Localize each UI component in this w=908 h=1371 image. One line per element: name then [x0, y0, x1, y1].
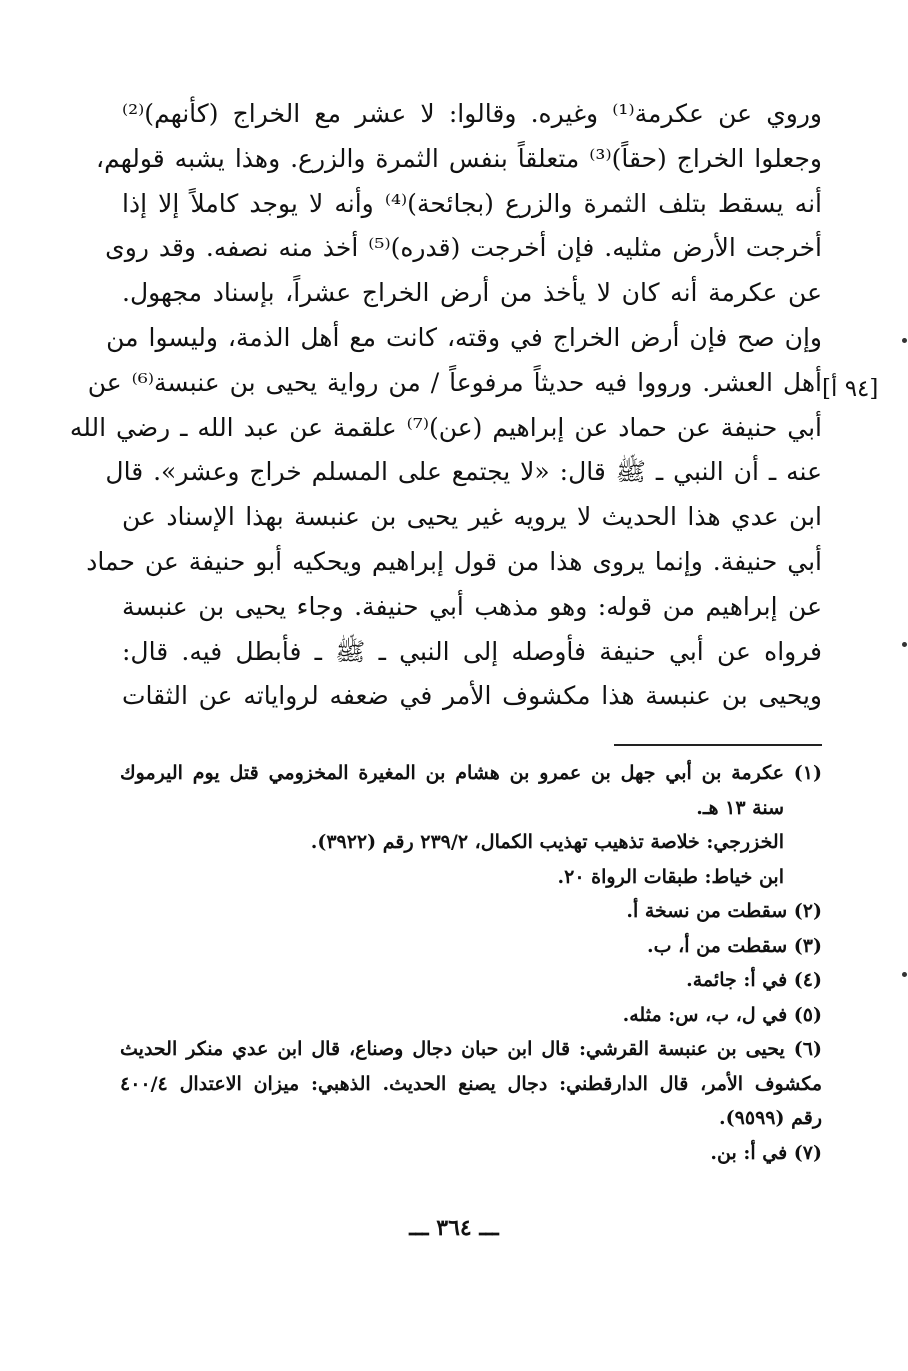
text-line: أهل العشر. ورووا فيه حديثاً مرفوعاً / من رواية يحيى بن عنبسة⁽⁶⁾ عن	[87, 367, 822, 397]
footnote-line: سنة ١٣ هـ.	[696, 796, 784, 819]
text-line: عن إبراهيم من قوله: وهو مذهب أبي حنيفة. وجاء يحيى بن عنبسة	[122, 591, 823, 621]
footnote-line: (٢) سقطت من نسخة أ.	[626, 900, 822, 922]
footnote-line: (٦) يحيى بن عنبسة القرشي: قال ابن حبان دجال وصناع، قال ابن عدي منكر الحديث	[120, 1038, 822, 1060]
footnote-line: (٥) في ل، ب، س: مثله.	[622, 1003, 822, 1026]
text-line: ابن عدي هذا الحديث لا يرويه غير يحيى بن عنبسة بهذا الإسناد عن	[122, 502, 822, 532]
main-text	[69, 92, 823, 719]
text-line: فرواه عن أبي حنيفة فأوصله إلى النبي ـ ﷺ ـ فأبطل فيه. قال:	[122, 636, 822, 666]
margin-dot	[902, 642, 907, 647]
text-line: ويحيى بن عنبسة هذا مكشوف الأمر في ضعفه لرواياته عن الثقات	[122, 681, 822, 711]
text-line: أبي حنيفة. وإنما يروى هذا من قول إبراهيم ويحكيه أبو حنيفة عن حماد	[86, 546, 822, 576]
footnote-line: رقم (٩٥٩٩).	[719, 1107, 822, 1129]
margin-dot	[902, 972, 907, 977]
footnote-line: (٧) في أ: بن.	[710, 1141, 822, 1164]
text-line: أنه يسقط بتلف الثمرة والزرع (بجائحة)⁽⁴⁾ وأنه لا يوجد كاملاً إلا إذا	[122, 188, 822, 218]
page-number: ـــ ٣٦٤ ـــ	[409, 1215, 499, 1241]
manuscript-folio-marker: [٩٤ أ]	[822, 376, 879, 402]
footnote-line: (١) عكرمة بن أبي جهل بن عمرو بن هشام بن المغيرة المخزومي قتل يوم اليرموك	[120, 762, 822, 784]
text-line: أبي حنيفة عن حماد عن إبراهيم (عن)⁽⁷⁾ علقمة عن عبد الله ـ رضي الله	[69, 412, 822, 442]
text-line: وإن صح فإن أرض الخراج في وقته، كانت مع أهل الذمة، وليسوا من	[106, 322, 822, 352]
footnote-line: مكشوف الأمر، قال الدارقطني: دجال يصنع الحديث. الذهبي: ميزان الاعتدال ٤٠٠/٤	[120, 1072, 822, 1095]
margin-dot	[902, 338, 907, 343]
footnote-line: الخزرجي: خلاصة تذهيب تهذيب الكمال، ٢٣٩/٢ رقم (٣٩٢٢).	[310, 831, 784, 853]
text-line: أخرجت الأرض مثليه. فإن أخرجت (قدره)⁽⁵⁾ أخذ منه نصفه. وقد روى	[105, 233, 822, 263]
text-line: عنه ـ أن النبي ـ ﷺ قال: «لا يجتمع على المسلم خراج وعشر». قال	[105, 457, 822, 487]
footnote-line: ابن خياط: طبقات الرواة ٢٠.	[557, 865, 784, 888]
footnote-line: (٣) سقطت من أ، ب.	[647, 934, 822, 957]
text-line: وروي عن عكرمة⁽¹⁾ وغيره. وقالوا: لا عشر مع الخراج (كأنهم)⁽²⁾	[122, 99, 822, 128]
text-line: وجعلوا الخراج (حقاً)⁽³⁾ متعلقاً بنفس الثمرة والزرع. وهذا يشبه قولهم،	[96, 143, 822, 173]
footnote-separator	[614, 744, 822, 746]
footnote-line: (٤) في أ: جائمة.	[686, 969, 822, 991]
footnotes	[120, 756, 822, 1170]
text-line: عن عكرمة أنه كان لا يأخذ من أرض الخراج عشراً، بإسناد مجهول.	[122, 278, 822, 308]
